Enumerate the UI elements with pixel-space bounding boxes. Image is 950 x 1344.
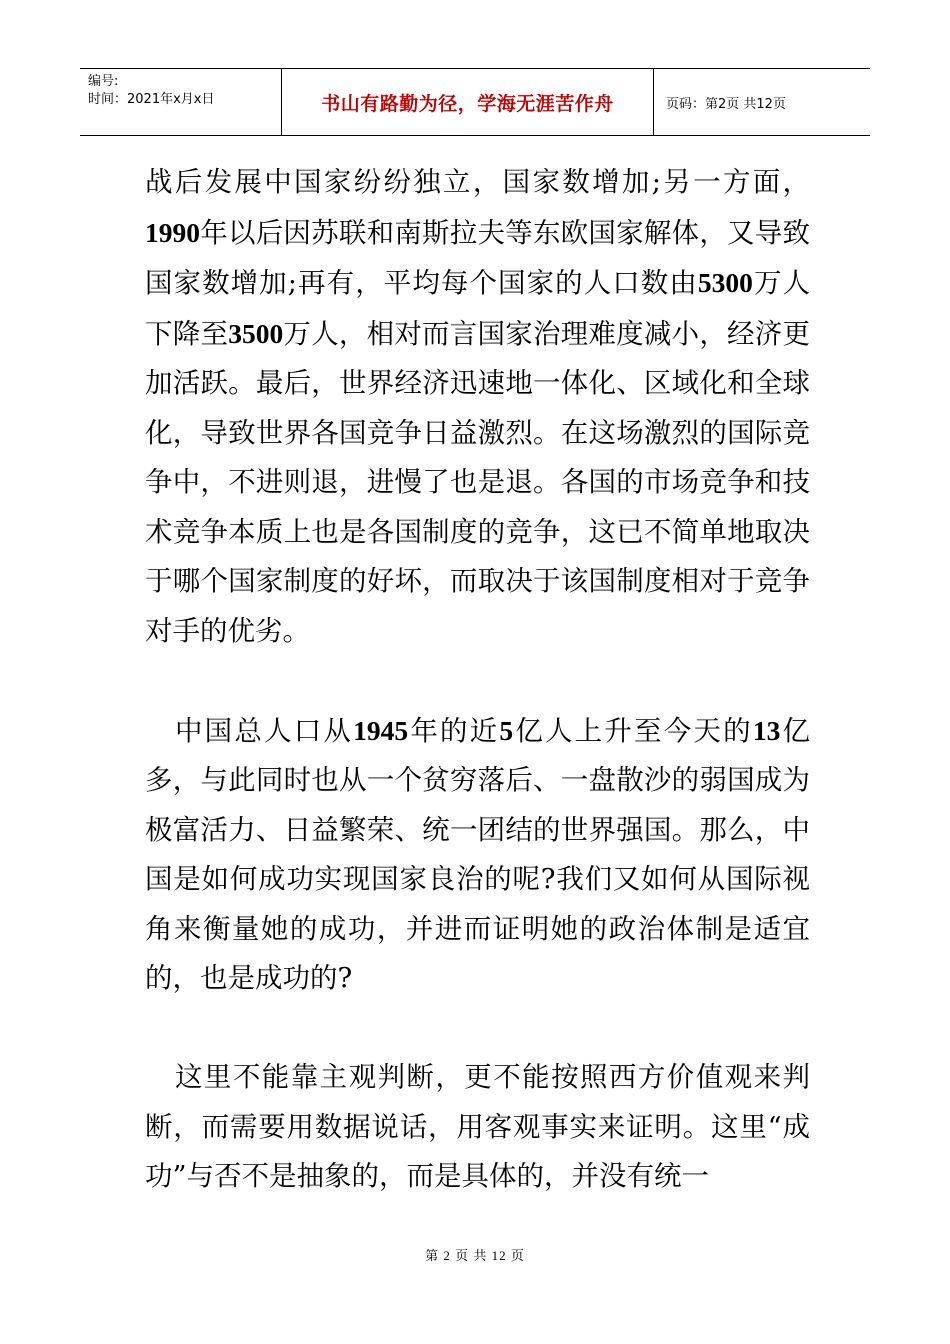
document-number-label: 编号: xyxy=(88,74,119,89)
header-meta xyxy=(80,69,282,135)
header-page-info: 页码：第2页 共12页 xyxy=(666,96,786,112)
paragraph: 中国总人口从1945年的近5亿人上升至今天的13亿多，与此同时也从一个贫穷落后、一盘散沙的弱国成为极富活力、日益繁荣、统一团结的世界强国。那么，中国是如何成功实现国家良治的呢?我们又如何从国际视角来衡量她的成功，并进而证明她的政治体制是适宜的，也是成功的? xyxy=(145,714,810,994)
document-body xyxy=(145,158,810,1202)
header-motto: 书山有路勤为径，学海无涯苦作舟 xyxy=(282,69,654,135)
paragraph: 战后发展中国家纷纷独立，国家数增加;另一方面，1990年以后因苏联和南斯拉夫等东欧国家解体，又导致国家数增加;再有，平均每个国家的人口数由5300万人下降至3500万人，相对而言国家治理难度减小，经济更加活跃。最后，世界经济迅速地一体化、区域化和全球化，导致世界各国竞争日益激烈。在这场激烈的国际竞争中，不进则退，进慢了也是退。各国的市场竞争和技术竞争本质上也是各国制度的竞争，这已不简单地取决于哪个国家制度的好坏，而取决于该国制度相对于竞争对手的优劣。 xyxy=(145,166,811,647)
document-header xyxy=(80,68,870,136)
document-date: 时间：2021年x月x日 xyxy=(88,92,215,107)
paragraph: 这里不能靠主观判断，更不能按照西方价值观来判断，而需要用数据说话，用客观事实来证明。这里“成功”与否不是抽象的，而是具体的，并没有统一 xyxy=(145,1061,810,1192)
page-footer: 第 2 页 共 12 页 xyxy=(425,1248,525,1263)
